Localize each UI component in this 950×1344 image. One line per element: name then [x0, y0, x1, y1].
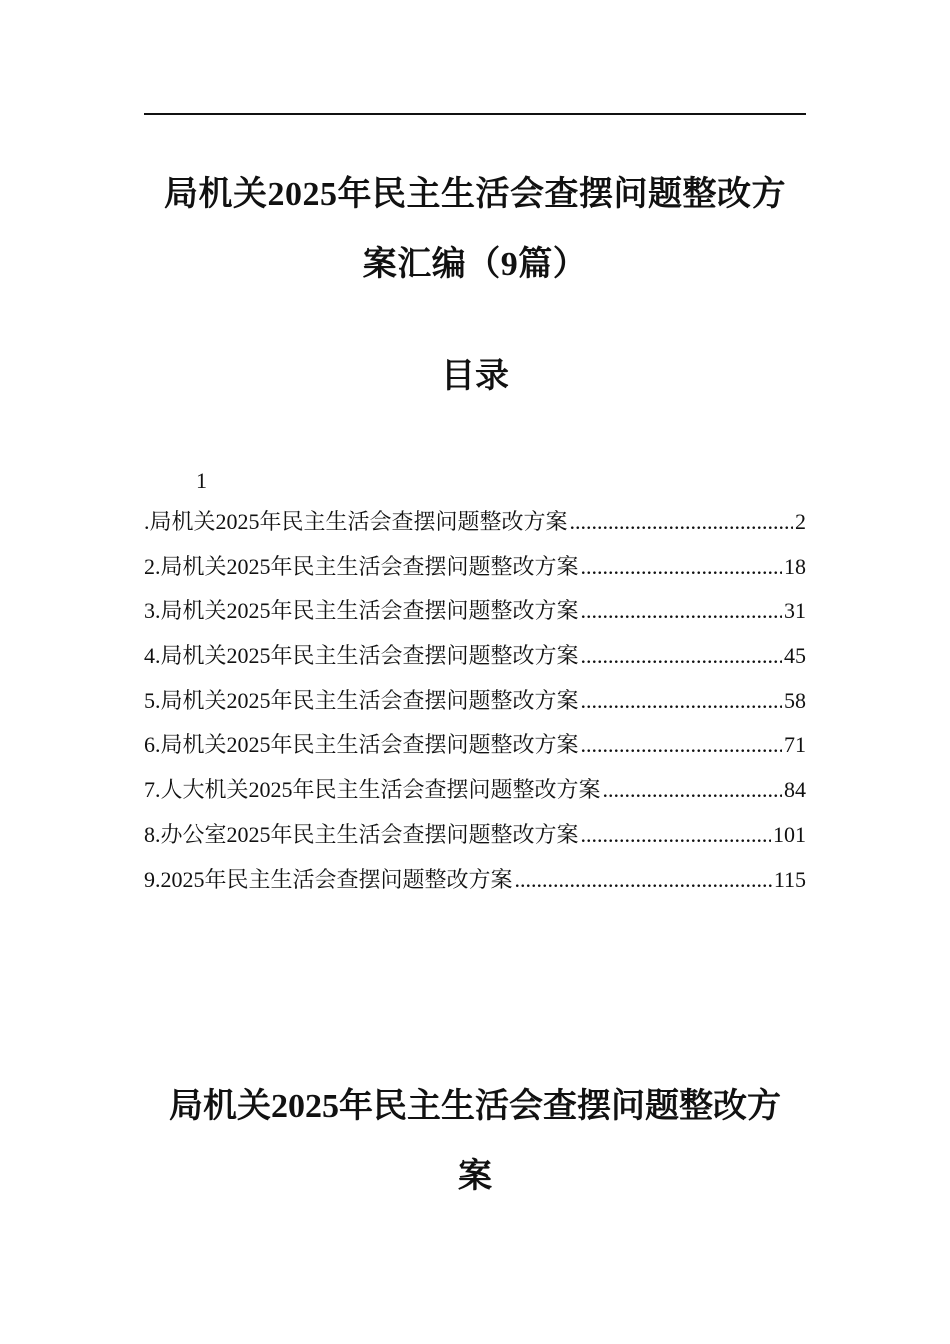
- document-title-line-1: 局机关2025年民主生活会查摆问题整改方: [164, 176, 786, 213]
- toc-entry-page: 45: [784, 643, 806, 669]
- toc-leader-dots: [581, 634, 782, 679]
- toc-leader-dots: [581, 679, 782, 724]
- toc-entry-3[interactable]: [144, 589, 806, 634]
- toc-entry-4[interactable]: [144, 634, 806, 679]
- toc-entry-page: 115: [773, 866, 806, 892]
- toc-entry-title: 7.人大机关2025年民主生活会查摆问题整改方案: [144, 777, 601, 803]
- toc-entry-page: 31: [784, 598, 806, 624]
- toc-entry-title: 9.2025年民主生活会查摆问题整改方案: [144, 866, 513, 892]
- section-title-line-2: 案: [458, 1158, 492, 1195]
- toc-first-number: 1: [196, 468, 207, 493]
- toc-entry-6[interactable]: [144, 723, 806, 768]
- toc-entry-9[interactable]: [144, 858, 806, 903]
- toc-entry-page: 58: [784, 687, 806, 713]
- toc-entry-page: 2: [795, 509, 806, 534]
- table-of-contents: [144, 462, 806, 902]
- toc-entry-5[interactable]: [144, 679, 806, 724]
- toc-entry-title: .局机关2025年民主生活会查摆问题整改方案: [144, 509, 568, 534]
- toc-leader-dots: [581, 723, 782, 768]
- toc-entry-1[interactable]: [144, 500, 806, 545]
- toc-entry-title: 3.局机关2025年民主生活会查摆问题整改方案: [144, 598, 579, 624]
- toc-leader-dots: [603, 768, 782, 813]
- toc-entry-title: 6.局机关2025年民主生活会查摆问题整改方案: [144, 732, 579, 758]
- toc-entry-title: 8.办公室2025年民主生活会查摆问题整改方案: [144, 821, 579, 847]
- toc-leader-dots: [515, 858, 772, 903]
- toc-leader-dots: [581, 545, 782, 590]
- toc-entry-page: 18: [784, 553, 806, 579]
- toc-entry-2[interactable]: [144, 545, 806, 590]
- toc-leader-dots: [581, 589, 782, 634]
- document-title-line-2: 案汇编（9篇）: [362, 246, 588, 283]
- toc-leader-dots: [581, 813, 771, 858]
- toc-entry-page: 71: [784, 732, 806, 758]
- toc-entry-page: 84: [784, 777, 806, 803]
- toc-heading: 目录: [441, 358, 509, 395]
- toc-leader-dots: [570, 500, 793, 545]
- section-title: [144, 1072, 806, 1212]
- toc-entry-title: 2.局机关2025年民主生活会查摆问题整改方案: [144, 553, 579, 579]
- toc-entry-title: 5.局机关2025年民主生活会查摆问题整改方案: [144, 687, 579, 713]
- document-title: [144, 160, 806, 300]
- section-title-line-1: 局机关2025年民主生活会查摆问题整改方: [169, 1088, 781, 1125]
- toc-entry-page: 101: [773, 821, 806, 847]
- header-rule: [144, 113, 806, 115]
- toc-entry-8[interactable]: [144, 813, 806, 858]
- toc-entry-title: 4.局机关2025年民主生活会查摆问题整改方案: [144, 643, 579, 669]
- toc-entry-7[interactable]: [144, 768, 806, 813]
